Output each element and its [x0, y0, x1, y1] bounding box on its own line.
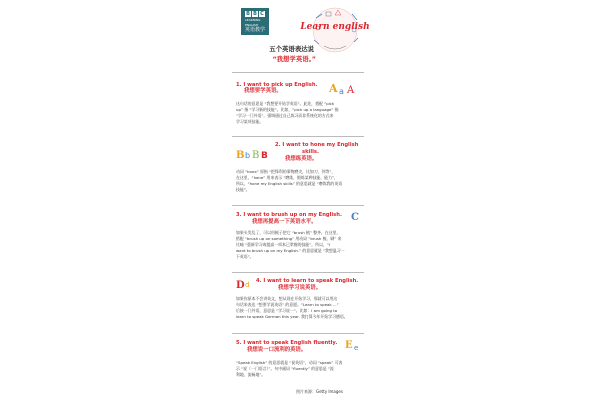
section-4-line-4: learn to speak German this year. 我打算今年开始学习德语。: [236, 314, 348, 320]
section-5-body: [236, 360, 360, 378]
svg-text:C: C: [351, 212, 359, 223]
letter-a-decoration-icon: [329, 80, 359, 96]
learn-english-illustration: [300, 6, 370, 54]
section-3-heading-cn: 我想再提高一下英语水平。: [252, 219, 317, 225]
logo-line2: ENGLISH: [245, 23, 259, 27]
section-5-line-2: 示 “说（一门语言）”。句中副词 “fluently” 的意思是 “流: [236, 366, 334, 372]
svg-text:A: A: [329, 82, 338, 95]
section-2-line-3: 所以，“hone my English skills” 的意思就是 “磨练我的英语: [236, 181, 343, 187]
letter-e-decoration-icon: [345, 336, 363, 352]
divider: [232, 72, 364, 73]
svg-text:d: d: [245, 281, 250, 289]
section-3: [228, 208, 368, 272]
divider: [232, 272, 364, 273]
article-header: [228, 0, 368, 70]
section-4: [228, 274, 368, 332]
section-1-line-2: up” 指 “学习新的技能”。比如，“pick up a language” 指: [236, 107, 339, 113]
section-2: [228, 138, 368, 202]
section-1-line-3: “学习一门外语”，强调通过自己练习而非系统化的方式来: [236, 113, 334, 119]
image-credit: 图片来源：Getty Images: [296, 389, 343, 394]
svg-text:B: B: [236, 150, 245, 161]
section-3-line-1: 如果头发乱了，可以用梳子把它 “brush 梳” 整齐。在这里，: [236, 230, 341, 235]
section-5-line-3: 利地、流畅地”。: [236, 372, 266, 378]
section-2-heading-en-line1: 2. I want to hone my English: [275, 142, 359, 148]
section-1-heading-cn: 我想要学英语。: [244, 88, 282, 94]
section-2-heading-cn: 我想练英语。: [285, 156, 318, 162]
divider: [232, 333, 364, 334]
section-1-line-1: 这句话的意思是 “我想要开始学英语”。此处，搭配 “pick: [236, 101, 335, 106]
section-1: [228, 76, 368, 134]
section-2-body: [236, 169, 360, 193]
divider: [232, 136, 364, 137]
letter-c-decoration-icon: [351, 209, 363, 223]
section-3-line-4: want to brush up on my English.” 的意思就是 “我想温习一: [236, 248, 345, 254]
svg-text:E: E: [345, 340, 353, 351]
section-2-line-4: 技能”。: [236, 187, 250, 193]
bbc-learning-english-logo: [241, 8, 269, 35]
section-3-body: [236, 230, 360, 260]
section-4-line-1: 如果你原本不会讲英文，想从现在开始学习，那就可以用这: [236, 296, 338, 301]
section-4-heading-en: 4. I want to learn to speak English.: [256, 278, 359, 284]
section-4-heading-cn: 我想学习说英语。: [278, 285, 322, 291]
logo-letter-c: C: [260, 11, 264, 17]
logo-line1: LEARNING: [245, 18, 261, 22]
logo-chinese: 英语教学: [245, 27, 266, 33]
svg-text:A: A: [347, 85, 355, 96]
section-3-heading-en: 3. I want to brush up on my English.: [236, 212, 342, 218]
section-2-line-2: 在这里，“hone” 用来表示 “磨练，锻炼某种技能、能力”，: [236, 175, 338, 181]
section-1-body: [236, 101, 360, 125]
section-4-line-3: 后接一门外语，意思是 “学习说一”。比如：I am going to: [236, 308, 338, 314]
svg-text:b: b: [245, 151, 251, 160]
divider: [232, 205, 364, 206]
letter-b-decoration-icon: [236, 146, 272, 160]
section-4-body: [236, 296, 360, 320]
section-3-line-3: 比喻 “重新学习或提高一项本已掌握的技能”。所以，“I: [236, 242, 331, 248]
section-1-line-4: 学习某项技能。: [236, 119, 264, 125]
logo-letter-b2: B: [253, 11, 257, 17]
section-5-heading-en: 5. I want to speak English fluently.: [236, 340, 338, 346]
svg-text:D: D: [236, 280, 245, 291]
section-2-line-1: 动词 “hone” 原指 “把锋利的事物磨尖，比如刀、剑等”，: [236, 169, 336, 174]
section-2-heading-en-line2: skills.: [302, 149, 319, 155]
section-3-line-2: 搭配 “brush up on something” 用动词 “brush 梳、刷” 来: [236, 236, 342, 242]
article-page: [228, 0, 368, 400]
section-5: [228, 335, 368, 389]
art-text: Learn english: [300, 22, 370, 32]
page-subtitle: “我想学英语。”: [272, 55, 316, 63]
logo-letter-b1: B: [246, 11, 250, 17]
section-5-heading-cn: 我想说一口流利的英语。: [247, 347, 307, 353]
page-title: 五个英语表达说: [269, 45, 314, 53]
svg-text:a: a: [339, 87, 344, 96]
section-5-line-1: “Speak English” 的意思就是 “说英语”，动词 “speak” 可表: [236, 360, 343, 365]
section-1-heading-en: 1. I want to pick up English.: [236, 82, 318, 88]
letter-d-decoration-icon: [236, 276, 256, 290]
svg-text:B: B: [252, 150, 260, 161]
svg-text:e: e: [354, 344, 359, 352]
section-4-line-2: 句话来表达 “想要学说英语” 的意愿。“Learn to speak ...”: [236, 302, 339, 308]
svg-text:B: B: [261, 151, 268, 161]
section-3-line-5: 下英语”。: [236, 254, 254, 260]
